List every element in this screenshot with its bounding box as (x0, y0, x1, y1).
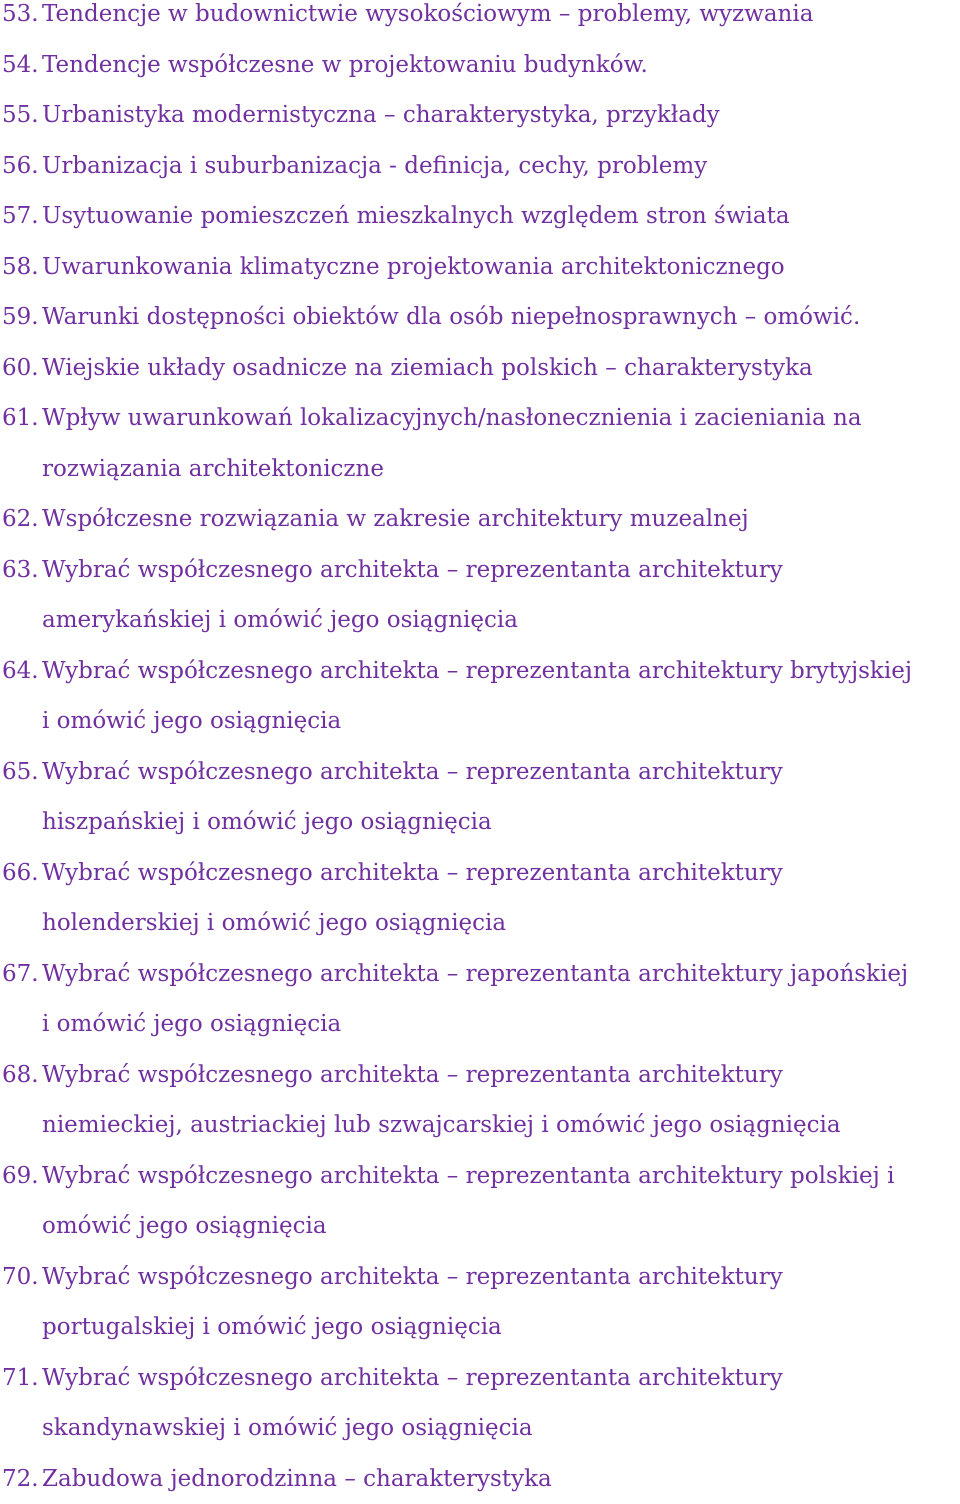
item-number: 60. (2, 343, 39, 394)
item-number: 66. (2, 848, 39, 899)
item-text-continuation: amerykańskiej i omówić jego osiągnięcia (42, 595, 518, 646)
item-number: 64. (2, 646, 39, 697)
item-number: 69. (2, 1151, 39, 1202)
item-number: 71. (2, 1353, 39, 1404)
item-text-continuation: portugalskiej i omówić jego osiągnięcia (42, 1302, 502, 1353)
item-text: Usytuowanie pomieszczeń mieszkalnych względem stron świata (42, 191, 790, 242)
item-number: 70. (2, 1252, 39, 1303)
item-number: 72. (2, 1454, 39, 1504)
item-text: Urbanizacja i suburbanizacja - definicja, cechy, problemy (42, 141, 707, 192)
item-text: Tendencje współczesne w projektowaniu budynków. (42, 40, 648, 91)
item-text: Urbanistyka modernistyczna – charakterystyka, przykłady (42, 90, 720, 141)
item-text: Wybrać współczesnego architekta – reprezentanta architektury (42, 1252, 783, 1303)
item-text: Wybrać współczesnego architekta – reprezentanta architektury polskiej i (42, 1151, 894, 1202)
item-text: Wybrać współczesnego architekta – reprezentanta architektury japońskiej (42, 949, 908, 1000)
item-text: Warunki dostępności obiektów dla osób niepełnosprawnych – omówić. (42, 292, 860, 343)
item-text: Wybrać współczesnego architekta – reprezentanta architektury (42, 1050, 783, 1101)
item-text-continuation: i omówić jego osiągnięcia (42, 999, 341, 1050)
item-text: Wpływ uwarunkowań lokalizacyjnych/nasłonecznienia i zacieniania na (42, 393, 862, 444)
item-number: 65. (2, 747, 39, 798)
item-text: Zabudowa jednorodzinna – charakterystyka (42, 1454, 552, 1504)
item-text-continuation: rozwiązania architektoniczne (42, 444, 384, 495)
item-text: Wybrać współczesnego architekta – reprezentanta architektury (42, 747, 783, 798)
item-number: 57. (2, 191, 39, 242)
item-number: 63. (2, 545, 39, 596)
item-number: 56. (2, 141, 39, 192)
item-text: Wiejskie układy osadnicze na ziemiach polskich – charakterystyka (42, 343, 813, 394)
item-number: 62. (2, 494, 39, 545)
item-number: 59. (2, 292, 39, 343)
item-number: 53. (2, 0, 39, 40)
item-text: Wybrać współczesnego architekta – reprezentanta architektury (42, 1353, 783, 1404)
item-number: 54. (2, 40, 39, 91)
item-number: 67. (2, 949, 39, 1000)
item-text: Wybrać współczesnego architekta – reprezentanta architektury (42, 848, 783, 899)
item-text-continuation: hiszpańskiej i omówić jego osiągnięcia (42, 797, 492, 848)
item-number: 61. (2, 393, 39, 444)
item-text-continuation: skandynawskiej i omówić jego osiągnięcia (42, 1403, 533, 1454)
item-text-continuation: holenderskiej i omówić jego osiągnięcia (42, 898, 506, 949)
item-number: 68. (2, 1050, 39, 1101)
item-text-continuation: omówić jego osiągnięcia (42, 1201, 327, 1252)
item-text: Wybrać współczesnego architekta – reprezentanta architektury (42, 545, 783, 596)
item-text-continuation: i omówić jego osiągnięcia (42, 696, 341, 747)
item-text: Wybrać współczesnego architekta – reprezentanta architektury brytyjskiej (42, 646, 912, 697)
item-text: Uwarunkowania klimatyczne projektowania architektonicznego (42, 242, 785, 293)
item-number: 58. (2, 242, 39, 293)
item-text: Tendencje w budownictwie wysokościowym – problemy, wyzwania (42, 0, 813, 40)
item-number: 55. (2, 90, 39, 141)
item-text: Współczesne rozwiązania w zakresie architektury muzealnej (42, 494, 749, 545)
item-text-continuation: niemieckiej, austriackiej lub szwajcarskiej i omówić jego osiągnięcia (42, 1100, 841, 1151)
